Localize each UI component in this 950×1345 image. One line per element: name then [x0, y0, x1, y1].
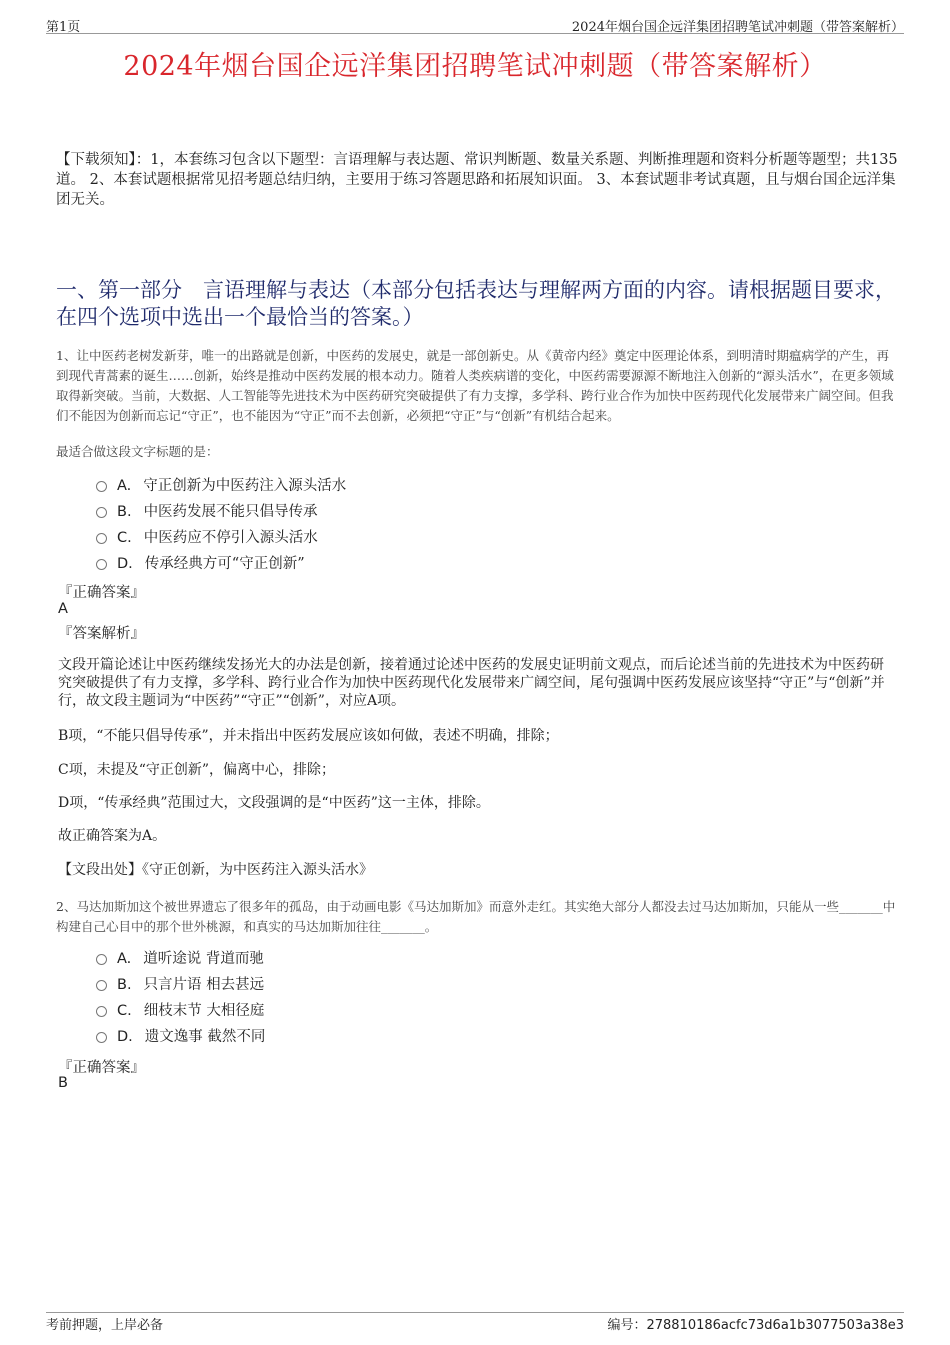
download-notice: 【下载须知】：1，本套练习包含以下题型：言语理解与表达题、常识判断题、数量关系题、判断推理题和资料分析题等题型；共135道。 2、本套试题根据常见招考题总结归纳，主要用于练习答题思路和拓展知识面。 3、本套试题非考试真题，且与烟台国企远洋集团无关。	[56, 152, 898, 208]
header-rule	[46, 33, 904, 34]
question-1-stem: 1、让中医药老树发新芽，唯一的出路就是创新，中医药的发展史，就是一部创新史。从《黄帝内经》奠定中医理论体系，到明清时期瘟病学的产生，再到现代青蒿素的诞生……创新，始终是推动中医药发展的根本动力。随着人类疾病谱的变化，中医药需要源源不断地注入创新的“源头活水”，在更多领域取得新突破。当前，大数据、人工智能等先进技术为中医药研究突破提供了有力支撑，多学科、跨行业合作为加快中医药现代化发展带来广阔空间。但我们不能因为创新而忘记“守正”，也不能因为“守正”而不去创新，必须把“守正”与“创新”有机结合起来。	[56, 348, 894, 423]
option-b[interactable]: B. 中医药发展不能只倡导传承	[96, 499, 346, 525]
radio-icon[interactable]	[96, 533, 107, 544]
option-d[interactable]: D. 传承经典方可“守正创新”	[96, 551, 346, 577]
footer-rule	[46, 1312, 904, 1313]
question-2-stem: 2、马达加斯加这个被世界遗忘了很多年的孤岛，由于动画电影《马达加斯加》而意外走红。其实绝大部分人都没去过马达加斯加，只能从一些_______中构建自己心目中的那个世外桃源，和真实的马达加斯加往往_______。	[56, 899, 896, 934]
option-b[interactable]: B. 只言片语 相去甚远	[96, 972, 265, 998]
answer-value: A	[58, 601, 68, 617]
footer-slogan: 考前押题，上岸必备	[46, 1318, 164, 1333]
answer-label: 『正确答案』	[58, 1060, 145, 1076]
analysis-paragraph: 文段开篇论述让中医药继续发扬光大的办法是创新，接着通过论述中医药的发展史证明前文观点，而后论述当前的先进技术为中医药研究突破提供了有力支撑，多学科、跨行业合作为加快中医药现代化发展带来广阔空间，尾句强调中医药发展应该坚持“守正”与“创新”并行，故文段主题词为“中医药”“守正”“创新”，对应A项。	[58, 657, 885, 709]
option-c[interactable]: C. 细枝末节 大相径庭	[96, 998, 265, 1024]
analysis-label: 『答案解析』	[58, 626, 145, 642]
option-c[interactable]: C. 中医药应不停引入源头活水	[96, 525, 346, 551]
running-title: 2024年烟台国企远洋集团招聘笔试冲刺题（带答案解析）	[571, 20, 904, 35]
answer-value: B	[58, 1075, 68, 1091]
radio-icon[interactable]	[96, 980, 107, 991]
document-id-value: 278810186acfc73d6a1b3077503a38e3	[646, 1318, 904, 1333]
question-2-options	[96, 946, 265, 1050]
answer-label: 『正确答案』	[58, 585, 145, 601]
document-id-label: 编号：	[607, 1318, 647, 1333]
analysis-paragraph: D项，“传承经典”范围过大，文段强调的是“中医药”这一主体，排除。	[58, 795, 490, 811]
document-id	[607, 1314, 904, 1333]
question-1-options	[96, 473, 346, 577]
section-heading: 一、第一部分 言语理解与表达（本部分包括表达与理解两方面的内容。请根据题目要求，在四个选项中选出一个最恰当的答案。）	[56, 278, 896, 329]
analysis-conclusion: 故正确答案为A。	[58, 828, 167, 844]
option-a[interactable]: A. 道听途说 背道而驰	[96, 946, 265, 972]
source-citation: 【文段出处】《守正创新，为中医药注入源头活水》	[58, 862, 373, 878]
document-title: 2024年烟台国企远洋集团招聘笔试冲刺题（带答案解析）	[123, 51, 827, 82]
radio-icon[interactable]	[96, 1032, 107, 1043]
option-d[interactable]: D. 遗文逸事 截然不同	[96, 1024, 265, 1050]
analysis-paragraph: C项，未提及“守正创新”，偏离中心，排除；	[58, 762, 336, 778]
analysis-paragraph: B项，“不能只倡导传承”，并未指出中医药发展应该如何做，表述不明确，排除；	[58, 728, 559, 744]
radio-icon[interactable]	[96, 954, 107, 965]
radio-icon[interactable]	[96, 481, 107, 492]
question-1-prompt: 最适合做这段文字标题的是：	[56, 444, 219, 459]
radio-icon[interactable]	[96, 559, 107, 570]
radio-icon[interactable]	[96, 1006, 107, 1017]
radio-icon[interactable]	[96, 507, 107, 518]
page-number: 第1页	[46, 20, 81, 35]
option-a[interactable]: A. 守正创新为中医药注入源头活水	[96, 473, 346, 499]
